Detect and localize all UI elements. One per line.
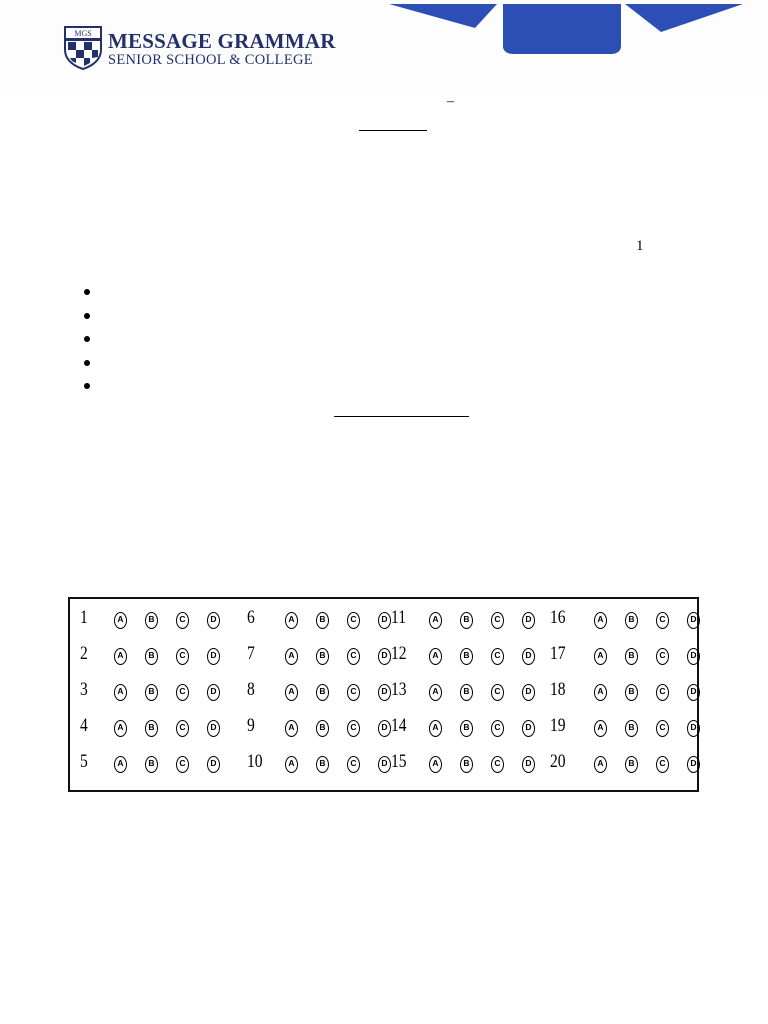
question-number: 1 — [80, 607, 88, 628]
bullet-icon — [84, 336, 90, 342]
answer-bubble-d[interactable]: D — [522, 720, 535, 737]
answer-bubble-d[interactable]: D — [687, 684, 700, 701]
answer-bubble-a[interactable]: A — [594, 720, 607, 737]
answer-bubble-a[interactable]: A — [114, 612, 127, 629]
answer-bubble-b[interactable]: B — [316, 612, 329, 629]
answer-bubble-c[interactable]: C — [347, 648, 360, 665]
answer-bubble-b[interactable]: B — [625, 684, 638, 701]
answer-bubble-b[interactable]: B — [460, 756, 473, 773]
question-number: 3 — [80, 679, 88, 700]
question-number: 14 — [391, 715, 407, 736]
answer-bubble-a[interactable]: A — [114, 756, 127, 773]
answer-bubble-c[interactable]: C — [491, 684, 504, 701]
answer-bubble-c[interactable]: C — [347, 612, 360, 629]
question-number: 19 — [550, 715, 566, 736]
answer-bubble-b[interactable]: B — [145, 684, 158, 701]
question-number: 4 — [80, 715, 88, 736]
answer-bubble-c[interactable]: C — [656, 720, 669, 737]
answer-bubble-c[interactable]: C — [491, 648, 504, 665]
answer-bubble-c[interactable]: C — [176, 720, 189, 737]
answer-bubble-d[interactable]: D — [522, 612, 535, 629]
answer-bubble-c[interactable]: C — [176, 648, 189, 665]
answer-bubble-c[interactable]: C — [656, 684, 669, 701]
answer-bubble-b[interactable]: B — [316, 684, 329, 701]
question-number: 10 — [247, 751, 263, 772]
answer-bubble-sheet — [68, 597, 699, 792]
answer-bubble-c[interactable]: C — [347, 720, 360, 737]
answer-bubble-d[interactable]: D — [522, 684, 535, 701]
question-number: 7 — [247, 643, 255, 664]
answer-bubble-a[interactable]: A — [429, 612, 442, 629]
answer-bubble-d[interactable]: D — [378, 684, 391, 701]
answer-bubble-d[interactable]: D — [687, 648, 700, 665]
question-number: 2 — [80, 643, 88, 664]
answer-bubble-d[interactable]: D — [687, 612, 700, 629]
question-number: 20 — [550, 751, 566, 772]
answer-bubble-d[interactable]: D — [207, 756, 220, 773]
answer-bubble-d[interactable]: D — [207, 648, 220, 665]
list-item — [84, 283, 104, 307]
answer-bubble-a[interactable]: A — [429, 720, 442, 737]
answer-bubble-d[interactable]: D — [207, 720, 220, 737]
answer-bubble-c[interactable]: C — [347, 756, 360, 773]
question-number: 8 — [247, 679, 255, 700]
answer-bubble-c[interactable]: C — [491, 756, 504, 773]
list-item — [84, 354, 104, 378]
answer-bubble-a[interactable]: A — [285, 684, 298, 701]
answer-bubble-d[interactable]: D — [687, 756, 700, 773]
answer-bubble-a[interactable]: A — [114, 684, 127, 701]
school-name: MESSAGE GRAMMAR — [108, 29, 336, 53]
answer-bubble-d[interactable]: D — [378, 612, 391, 629]
answer-bubble-c[interactable]: C — [347, 684, 360, 701]
question-number: 13 — [391, 679, 407, 700]
answer-bubble-b[interactable]: B — [460, 684, 473, 701]
answer-bubble-b[interactable]: B — [145, 612, 158, 629]
answer-bubble-b[interactable]: B — [145, 720, 158, 737]
bullet-icon — [84, 360, 90, 366]
answer-bubble-c[interactable]: C — [176, 756, 189, 773]
answer-bubble-a[interactable]: A — [429, 684, 442, 701]
question-number: 16 — [550, 607, 566, 628]
list-item — [84, 330, 104, 354]
answer-bubble-a[interactable]: A — [285, 756, 298, 773]
answer-bubble-d[interactable]: D — [378, 720, 391, 737]
answer-bubble-b[interactable]: B — [460, 612, 473, 629]
question-number: 6 — [247, 607, 255, 628]
answer-bubble-d[interactable]: D — [687, 720, 700, 737]
answer-bubble-a[interactable]: A — [114, 720, 127, 737]
page-number: 1 — [636, 238, 644, 254]
bullet-icon — [84, 383, 90, 389]
bullet-icon — [84, 313, 90, 319]
answer-bubble-a[interactable]: A — [594, 612, 607, 629]
question-number: 11 — [391, 607, 407, 628]
answer-bubble-c[interactable]: C — [656, 756, 669, 773]
answer-bubble-b[interactable]: B — [145, 756, 158, 773]
list-item — [84, 377, 104, 401]
answer-bubble-b[interactable]: B — [625, 612, 638, 629]
section-heading-underline — [334, 416, 469, 417]
answer-bubble-c[interactable]: C — [491, 612, 504, 629]
answer-bubble-a[interactable]: A — [285, 720, 298, 737]
answer-bubble-d[interactable]: D — [207, 684, 220, 701]
answer-bubble-d[interactable]: D — [207, 612, 220, 629]
question-number: 9 — [247, 715, 255, 736]
answer-bubble-b[interactable]: B — [316, 720, 329, 737]
answer-bubble-b[interactable]: B — [625, 648, 638, 665]
answer-bubble-b[interactable]: B — [460, 720, 473, 737]
bullet-icon — [84, 289, 90, 295]
question-number: 12 — [391, 643, 407, 664]
instruction-list — [84, 283, 104, 401]
logo-badge-text: MGS — [74, 29, 92, 38]
question-number: 18 — [550, 679, 566, 700]
school-name-block — [108, 30, 336, 68]
list-item — [84, 307, 104, 331]
answer-bubble-d[interactable]: D — [522, 756, 535, 773]
answer-bubble-c[interactable]: C — [656, 648, 669, 665]
answer-bubble-d[interactable]: D — [522, 648, 535, 665]
answer-bubble-a[interactable]: A — [594, 756, 607, 773]
answer-bubble-b[interactable]: B — [145, 648, 158, 665]
school-subtitle: SENIOR SCHOOL & COLLEGE — [108, 52, 313, 68]
page-header — [0, 0, 768, 90]
answer-bubble-c[interactable]: C — [491, 720, 504, 737]
title-underline — [359, 130, 427, 131]
header-banner-shape — [385, 0, 745, 58]
answer-bubble-a[interactable]: A — [429, 756, 442, 773]
answer-bubble-b[interactable]: B — [316, 756, 329, 773]
title-dash: – — [447, 94, 454, 109]
question-number: 5 — [80, 751, 88, 772]
answer-bubble-d[interactable]: D — [378, 648, 391, 665]
answer-bubble-a[interactable]: A — [114, 648, 127, 665]
answer-bubble-d[interactable]: D — [378, 756, 391, 773]
school-crest-logo — [64, 26, 102, 70]
question-number: 17 — [550, 643, 566, 664]
answer-bubble-a[interactable]: A — [285, 648, 298, 665]
answer-bubble-c[interactable]: C — [656, 612, 669, 629]
answer-bubble-c[interactable]: C — [176, 612, 189, 629]
answer-bubble-a[interactable]: A — [429, 648, 442, 665]
answer-bubble-b[interactable]: B — [460, 648, 473, 665]
answer-bubble-b[interactable]: B — [316, 648, 329, 665]
question-number: 15 — [391, 751, 407, 772]
answer-bubble-a[interactable]: A — [594, 648, 607, 665]
answer-bubble-b[interactable]: B — [625, 720, 638, 737]
answer-bubble-b[interactable]: B — [625, 756, 638, 773]
answer-bubble-a[interactable]: A — [594, 684, 607, 701]
answer-bubble-c[interactable]: C — [176, 684, 189, 701]
answer-bubble-a[interactable]: A — [285, 612, 298, 629]
